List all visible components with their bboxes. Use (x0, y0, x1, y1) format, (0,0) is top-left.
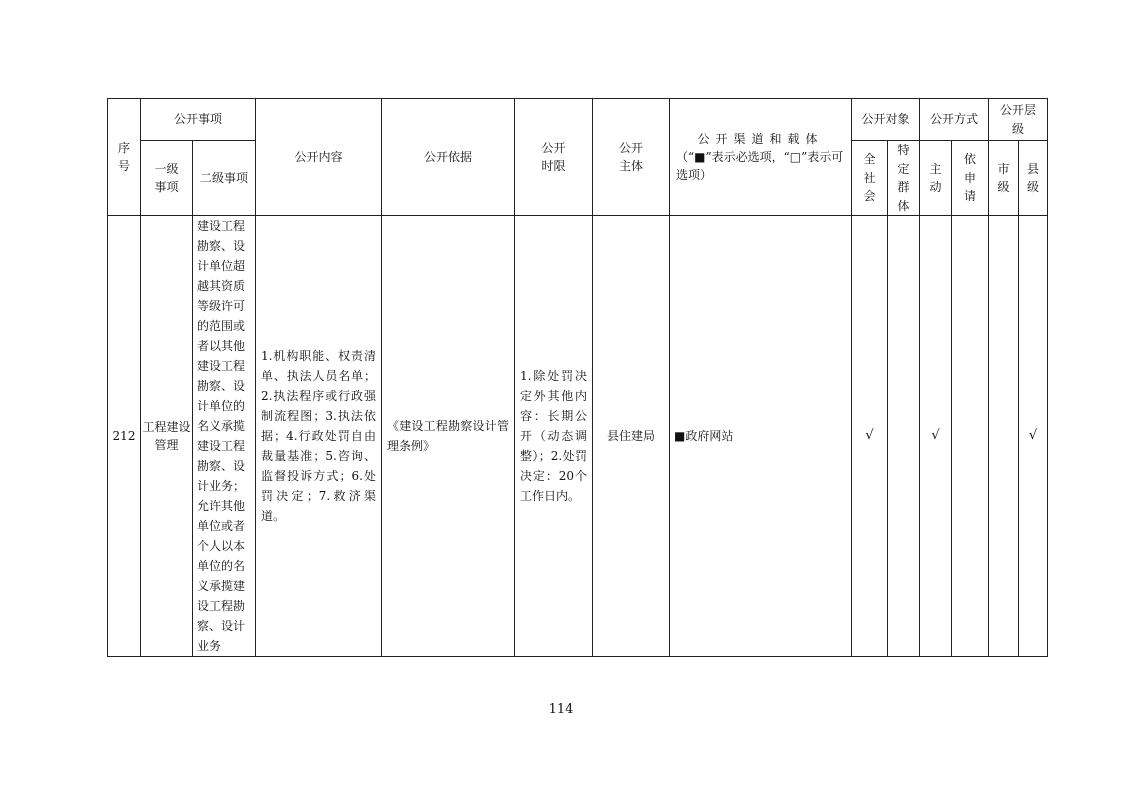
header-method-group: 公开方式 (920, 99, 989, 141)
header-content: 公开内容 (256, 99, 382, 216)
row-level-county: √ (1019, 216, 1048, 657)
header-level-group: 公开层级 (989, 99, 1048, 141)
header-target-specific: 特定群体 (888, 141, 920, 216)
header-target-group: 公开对象 (852, 99, 920, 141)
row-level-city (989, 216, 1019, 657)
header-channel (670, 99, 852, 216)
header-subject: 公开主体 (593, 99, 670, 216)
row-seq: 212 (108, 216, 141, 657)
header-method-active: 主动 (920, 141, 952, 216)
header-level1: 一级事项 (141, 141, 193, 216)
row-level1: 工程建设管理 (141, 216, 193, 657)
header-target-all: 全社会 (852, 141, 888, 216)
header-level2: 二级事项 (193, 141, 256, 216)
header-item-group: 公开事项 (141, 99, 256, 141)
header-method-request: 依申请 (952, 141, 989, 216)
row-channel: ■政府网站 (670, 216, 852, 657)
header-basis: 公开依据 (382, 99, 515, 216)
row-target-specific (888, 216, 920, 657)
table-row (108, 216, 1048, 657)
row-time-limit: 1.除处罚决定外其他内容：长期公开（动态调整）；2.处罚决定：20个工作日内。 (515, 216, 593, 657)
row-level2: 建设工程勘察、设计单位超越其资质等级许可的范围或者以其他建设工程勘察、设计单位的名义承揽建设工程勘察、设计业务；允许其他单位或者个人以本单位的名义承揽建设工程勘察、设计业务 (193, 216, 256, 657)
row-method-active: √ (920, 216, 952, 657)
header-level-city: 市级 (989, 141, 1019, 216)
header-row-1 (108, 99, 1048, 141)
disclosure-table (107, 98, 1048, 657)
row-content: 1.机构职能、权责清单、执法人员名单；2.执法程序或行政强制流程图；3.执法依据；4.行政处罚自由裁量基准；5.咨询、监督投诉方式；6.处罚决定；7.救济渠道。 (256, 216, 382, 657)
header-channel-title: 公开渠道和载体 (697, 132, 824, 147)
header-time-limit: 公开时限 (515, 99, 593, 216)
header-level-county: 县级 (1019, 141, 1048, 216)
row-target-all: √ (852, 216, 888, 657)
page-number: 114 (548, 702, 574, 717)
row-subject: 县住建局 (593, 216, 670, 657)
header-seq: 序号 (108, 99, 141, 216)
row-basis: 《建设工程勘察设计管理条例》 (382, 216, 515, 657)
row-method-request (952, 216, 989, 657)
header-channel-note: （“■”表示必选项，“□”表示可选项） (676, 150, 844, 183)
